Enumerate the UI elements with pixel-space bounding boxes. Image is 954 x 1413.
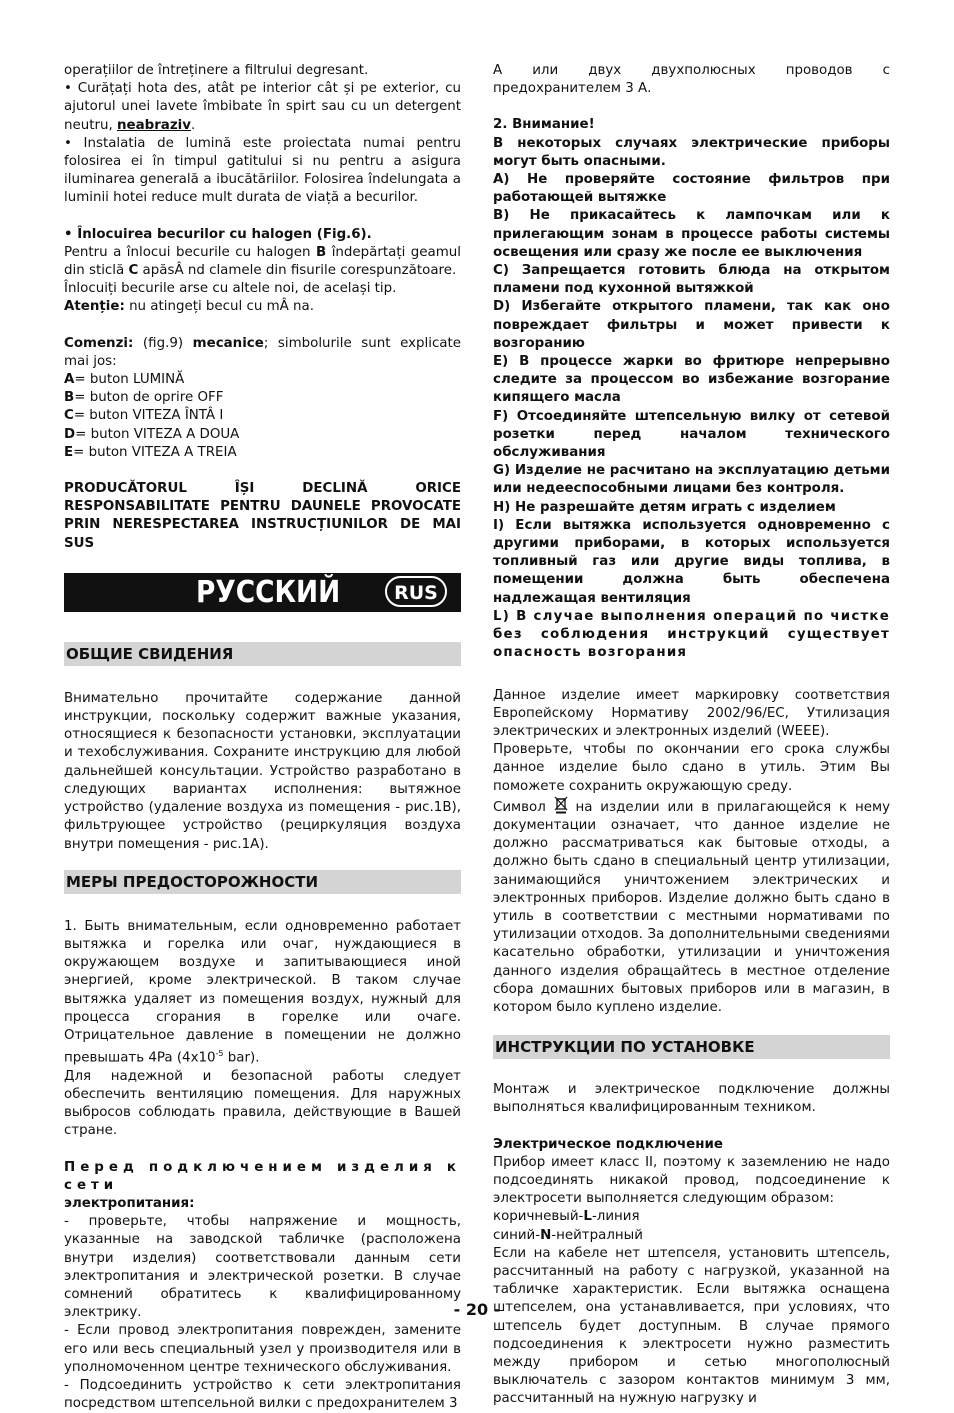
section-heading-install: ИНСТРУКЦИИ ПО УСТАНОВКЕ bbox=[493, 1035, 890, 1059]
weee-paragraph: Проверьте, чтобы по окончании его срока службы данное изделие было сдано в утиль. Этим Вы поможете сохранить окружающую среду. bbox=[493, 742, 890, 794]
before-connection-item: - проверьте, чтобы напряжение и мощность, указанные на заводской табличке (расположена внутри изделия) соответствовали данным сети электропитания и электрической розетки. В случае сомнений обратитесь к квалифицированному электрику. bbox=[64, 1214, 461, 1321]
left-column bbox=[64, 62, 461, 1413]
wire-brown: коричневый-L-линия bbox=[493, 1209, 640, 1225]
ro-paragraph: Atenție: nu atingeți becul cu mÂ na. bbox=[64, 299, 315, 315]
button-legend-item: C= buton VITEZA ÎNTÂ I bbox=[64, 408, 224, 424]
warning-intro: В некоторых случаях электрические приборы могут быть опасными. bbox=[493, 135, 890, 169]
warning-item: C) Запрещается готовить блюда на открытом пламени под кухонной вытяжкой bbox=[493, 263, 890, 297]
emphasis: neabraziv bbox=[116, 117, 191, 133]
warning-heading: 2. Внимание! bbox=[493, 117, 595, 133]
right-column bbox=[493, 62, 890, 1409]
install-paragraph: Монтаж и электрическое подключение должны выполняться квалифицированным техником. bbox=[493, 1082, 890, 1116]
electric-paragraph: Прибор имеет класс II, поэтому к заземлению не надо подсоединять никакой провод, подсоединение к электросети выполняется следующим образом: bbox=[493, 1154, 890, 1207]
button-legend-item: A= buton LUMINĂ bbox=[64, 372, 185, 388]
before-connection-item: - Если провод электропитания поврежден, замените его или весь специальный узел у производителя или в уполномоченном центре технического обслуживания. bbox=[64, 1323, 461, 1375]
page-number: - 20 - bbox=[453, 1300, 501, 1319]
button-legend-item: B= buton de oprire OFF bbox=[64, 390, 224, 406]
section-heading-precautions: МЕРЫ ПРЕДОСТОРОЖНОСТИ bbox=[64, 870, 461, 894]
button-legend-item: E= buton VITEZA A TREIA bbox=[64, 444, 237, 460]
warning-item: A) Не проверяйте состояние фильтров при работающей вытяжке bbox=[493, 172, 890, 206]
warning-item: F) Отсоединяйте штепсельную вилку от сетевой розетки перед началом технического обслуживания bbox=[493, 408, 890, 461]
warning-item: G) Изделие не расчитано на эксплуатацию детьми или недееспособными лицами без контроля. bbox=[493, 463, 890, 497]
ro-paragraph: Pentru a înlocui becurile cu halogen B îndepărtați geamul din sticlă C apăsÂ nd clamele din fisurile corespunzătoare. bbox=[64, 244, 462, 279]
language-title: РУССКИЙ bbox=[196, 574, 341, 610]
weee-paragraph: Символ на изделии или в прилагающейся к нему документации означает, что данное изделие не должно рассматриваться как бытовые отходы, а должно быть сдано в специальный центр утилизации, занимающийся уничтожением электрических и электронных приборов. Изделие должно быть сдано в утиль в соответствии с местными нормативами по утилизации отходов. За дополнительными сведениями касательно обработки, утилизации и уничтожения данного изделия обращайтесь в местное отделение сбора домашних бытовых приборов или в магазин, в котором было куплено изделие. bbox=[493, 796, 890, 1017]
ro-subheading: • Înlocuirea becurilor cu halogen (Fig.6). bbox=[64, 226, 372, 242]
ro-paragraph: • Curățați hota des, atât pe interior cât și pe exterior, cu ajutorul unei lavete îmbibate în spirt sau cu un detergent neutru, neabraziv. bbox=[64, 81, 461, 133]
warning-item: D) Избегайте открытого пламени, так как оно повреждает фильтры и может привести к возгоранию bbox=[493, 299, 890, 351]
warning-item: B) Не прикасайтесь к лампочкам или к прилегающим зонам в процессе работы системы освещения или сразу же после ее выключения bbox=[493, 208, 890, 260]
button-legend-item: D= buton VITEZA A DOUA bbox=[64, 426, 240, 442]
warning-item: H) Не разрешайте детям играть с изделием bbox=[493, 499, 836, 515]
language-banner bbox=[64, 573, 461, 612]
ro-paragraph: Comenzi: (fig.9) mecanice; simbolurile sunt explicate mai jos: bbox=[64, 335, 461, 369]
ro-paragraph: Înlocuiți becurile arse cu altele noi, de același tip. bbox=[64, 281, 397, 297]
ro-disclaimer: PRODUCĂTORUL ÎȘI DECLINĂ ORICE RESPONSABILITATE PENTRU DAUNELE PROVOCATE PRIN NERESPECTAREA INSTRUCȚIUNILOR DE MAI SUS bbox=[64, 481, 461, 551]
general-paragraph: Внимательно прочитайте содержание данной инструкции, поскольку содержит важные указания, относящиеся к безопасности установки, эксплуатации и техобслуживания. Сохраните инструкцию для любой дальнейшей консультации. Устройство разработано в следующих вариантах исполнения: вытяжное устройство (удаление воздуха из помещения - рис.1B), фильтрующее устройство (рециркуляция воздуха внутри помещения - рис.1A). bbox=[64, 690, 461, 852]
ro-paragraph: operațiilor de întreținere a filtrului degresant. bbox=[64, 63, 369, 78]
crossed-bin-icon bbox=[554, 796, 568, 814]
electric-subheading: Электрическое подключение bbox=[493, 1136, 723, 1152]
ro-paragraph: • Instalatia de lumină este proiectata numai pentru folosirea ei în timpul gatitului si nu pentru a asigura iluminarea generală a ibucătăriilor. Folosirea îndelungata a luminii hotei reduce mult durata de viață a becurilor. bbox=[64, 135, 461, 206]
section-heading-general: ОБЩИЕ СВИДЕНИЯ bbox=[64, 642, 461, 666]
electric-paragraph: Если на кабеле нет штепселя, установить штепсель, рассчитанный на работу с нагрузкой, указанной на табличке характеристик. Если вытяжка оснащена штепселем, она устанавливается, при условиях, что штепсель будет доступным. В случае прямого подсоединения к электросети нужно разместить между прибором и сетью многополюсный выключатель с зазором контактов минимум 3 мм, рассчитанный на нужную нагрузку и bbox=[493, 1245, 890, 1407]
weee-paragraph: Данное изделие имеет маркировку соответствия Европейскому Нормативу 2002/96/ЕС, Утилизация электрических и электронных изделий (WEEE). bbox=[493, 687, 890, 739]
before-connection-item: - Подсоединить устройство к сети электропитания посредством штепсельной вилки с предохранителем 3 bbox=[64, 1378, 461, 1412]
continued-paragraph: А или двух двухполюсных проводов с предохранителем 3 А. bbox=[493, 63, 890, 97]
precaution-paragraph: Для надежной и безопасной работы следует обеспечить вентиляцию помещения. Для наружных выбросов соблюдать правила, действующие в Вашей стране. bbox=[64, 1068, 461, 1139]
wire-blue: синий-N-нейтралный bbox=[493, 1227, 643, 1243]
language-badge: RUS bbox=[385, 576, 447, 607]
warning-item: E) В процессе жарки во фритюре непрерывно следите за процессом во избежание возгорание кипящего масла bbox=[493, 354, 890, 406]
warning-item: L) В случае выполнения операций по чистке без соблюдения инструкций существует опасность возгорания bbox=[493, 608, 890, 661]
warning-item: I) Если вытяжка используется одновременно с другими приборами, в которых используется топливный газ или другие виды топлива, в помещении должна быть обеспечена надлежащая вентиляция bbox=[493, 517, 890, 606]
before-connection-heading: Перед подключением изделия к сети электропитания: bbox=[64, 1159, 461, 1212]
precaution-paragraph: 1. Быть внимательным, если одновременно работает вытяжка и горелка или очаг, нуждающиеся в окружающем воздухе и запитывающиеся иной энергией, кроме электрической. В таком случае вытяжка удаляет из помещения воздух, нужный для процесса сгорания в горелке или очаге. Отрицательное давление в помещении не должно превышать 4Pa ($4x10^{-5}$ bar). bbox=[64, 918, 461, 1066]
